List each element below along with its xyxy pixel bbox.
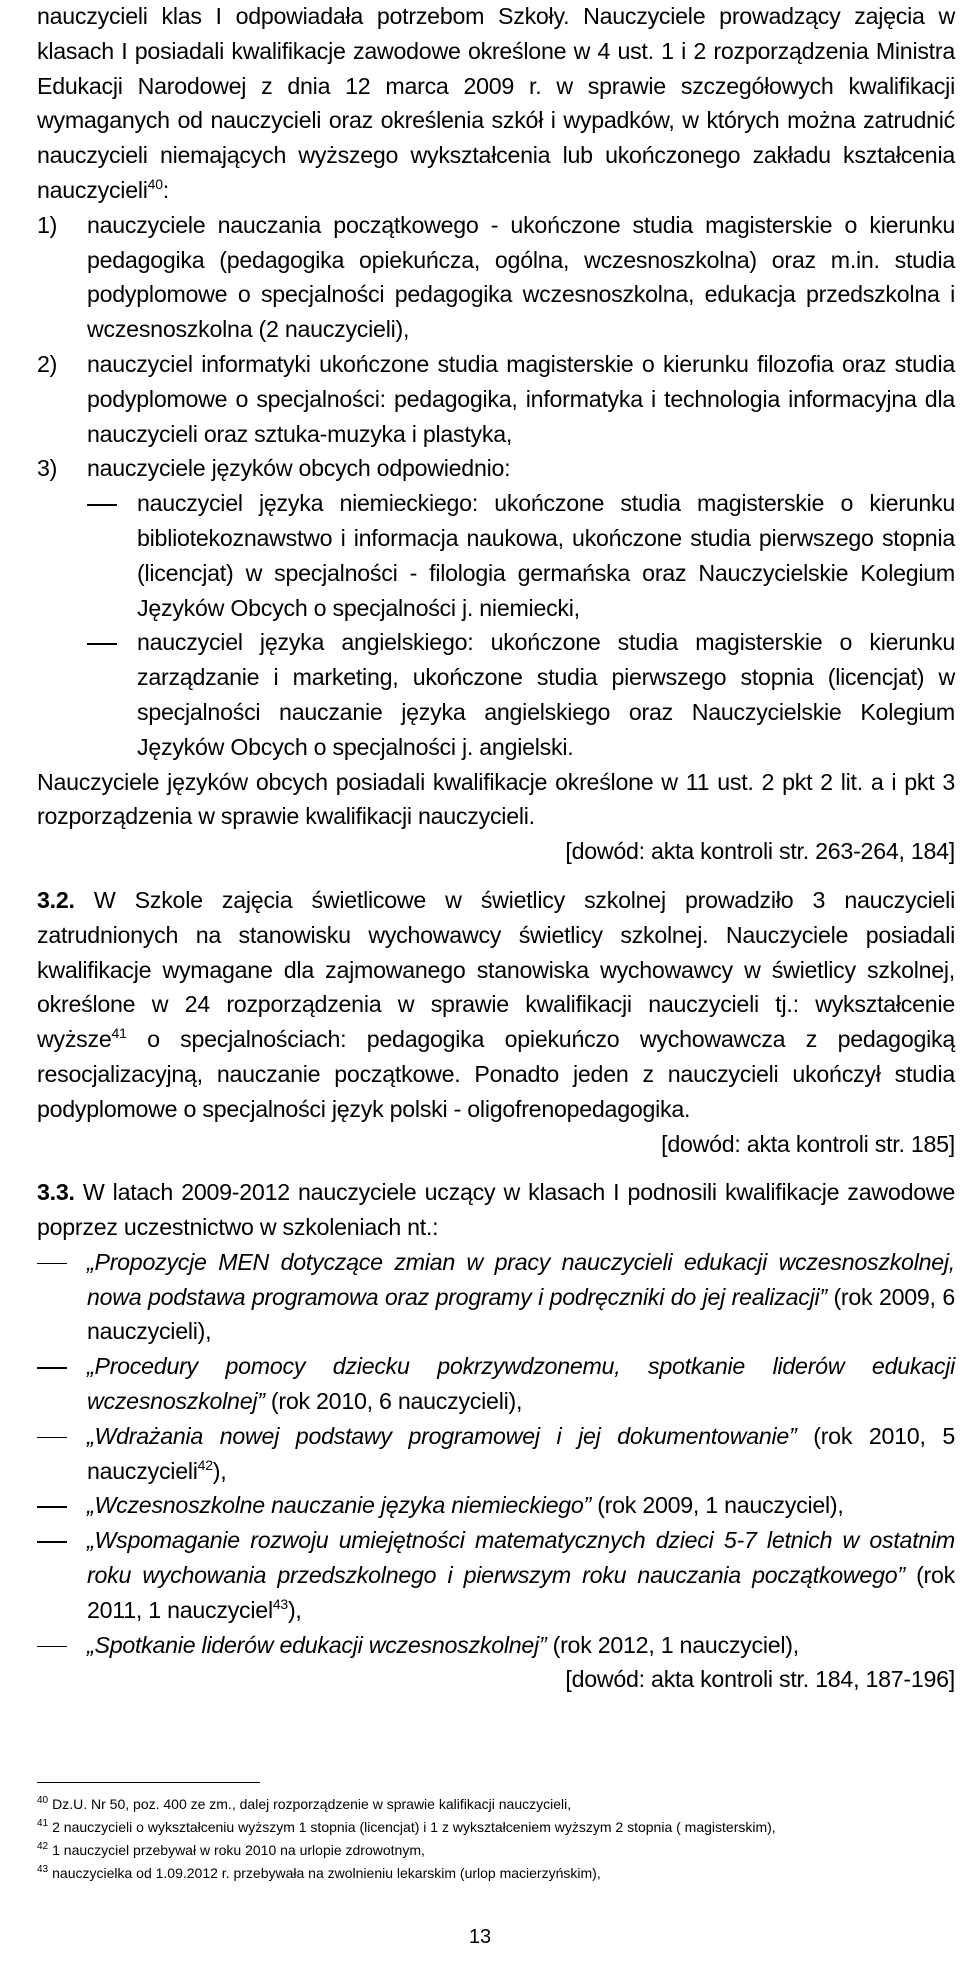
- dash-bullet-icon: [37, 1245, 87, 1349]
- training-details: (rok 2009, 6 nauczycieli),: [87, 1283, 955, 1345]
- list-item-number: 1): [37, 211, 58, 238]
- list-item: [37, 451, 955, 486]
- footnote-number: 40: [37, 1795, 49, 1806]
- footnote: [37, 1794, 955, 1815]
- language-teachers-sublist: [87, 486, 955, 764]
- training-item-text: [87, 1349, 955, 1419]
- paragraph-intro: [37, 0, 955, 208]
- training-item-text: [87, 1628, 955, 1663]
- training-item: [37, 1488, 955, 1523]
- sublist-item: [87, 486, 955, 625]
- training-item: [37, 1349, 955, 1419]
- training-details: (rok 2010, 6 nauczycieli),: [264, 1388, 523, 1415]
- footnote-text: 2 nauczycieli o wykształceniu wyższym 1 stopnia (licencjat) i 1 z wykształceniem wyższym 2 stopnia ( magisterskim),: [52, 1819, 776, 1836]
- training-title: „Wspomaganie rozwoju umiejętności matematycznych dzieci 5-7 letnich w ostatnim roku wychowania przedszkolnego i pierwszym roku nauczania początkowego”: [87, 1527, 955, 1589]
- evidence-reference: [dowód: akta kontroli str. 263-264, 184]: [565, 838, 955, 865]
- training-item: [37, 1523, 955, 1627]
- training-details-tail: ),: [212, 1457, 227, 1484]
- training-title: „Propozycje MEN dotyczące zmian w pracy nauczycieli edukacji wczesnoszkolnej, nowa podstawa programowa oraz programy i podręczniki do jej realizacji”: [87, 1248, 955, 1310]
- dash-bullet-icon: [37, 1523, 87, 1627]
- section-text: W latach 2009-2012 nauczyciele uczący w klasach I podnosili kwalifikacje zawodowe poprzez uczestnictwo w szkoleniach nt.:: [37, 1179, 955, 1241]
- dash-bullet-icon: [37, 1628, 87, 1663]
- list-item: [37, 208, 955, 347]
- page-number: 13: [468, 1926, 492, 1948]
- dash-bullet-icon: [87, 625, 137, 764]
- section-text-continued: o specjalnościach: pedagogika opiekuńczo wychowawcza z pedagogiką resocjalizacyjną, nauczanie początkowe. Ponadto jeden z nauczycieli ukończył studia podyplomowe o specjalności język polski - oligofrenopedagogika.: [37, 1026, 955, 1122]
- training-details: (rok 2009, 1 nauczyciel),: [591, 1492, 844, 1519]
- training-item-text: [87, 1419, 955, 1489]
- training-item: [37, 1628, 955, 1663]
- footnote-separator: [37, 1782, 260, 1783]
- footnote-number: 43: [37, 1864, 49, 1876]
- paragraph-intro-tail: :: [162, 176, 169, 203]
- list-item-number: 2): [37, 350, 58, 377]
- section-text: W Szkole zajęcia świetlicowe w świetlicy szkolnej prowadziło 3 nauczycieli zatrudnionych na stanowisku wychowawcy świetlicy szkolnej. Nauczyciele posiadali kwalifikacje wymagane dla zajmowanego stanowiska wychowawcy w świetlicy szkolnej, określone w 24 rozporządzenia w sprawie kwalifikacji nauczycieli tj.: wykształcenie wyższe: [37, 886, 955, 1053]
- training-item-text: [87, 1488, 955, 1523]
- footnote-ref-43[interactable]: 43: [272, 1595, 288, 1612]
- sublist-item: [87, 625, 955, 764]
- footnote-number: 42: [37, 1841, 49, 1853]
- footnote: [37, 1863, 955, 1884]
- training-item: [37, 1245, 955, 1349]
- dash-bullet-icon: [37, 1349, 87, 1419]
- footnote-text: nauczycielka od 1.09.2012 r. przebywała na zwolnieniu lekarskim (urlop macierzyńskim),: [52, 1865, 601, 1882]
- dash-bullet-icon: [37, 1419, 87, 1489]
- section-number: 3.3.: [37, 1179, 75, 1206]
- footnotes: [37, 1794, 955, 1886]
- section-number: 3.2.: [37, 886, 75, 913]
- training-title: „Procedury pomocy dziecku pokrzywdzonemu, spotkanie liderów edukacji wczesnoszkolnej”: [87, 1353, 955, 1415]
- sublist-item-text: nauczyciel języka angielskiego: ukończone studia magisterskie o kierunku zarządzanie i marketing, ukończone studia pierwszego stopnia (licencjat) w specjalności nauczanie języka angielskiego oraz Nauczycielskie Kolegium Języków Obcych o specjalności j. angielski.: [137, 629, 955, 760]
- list-item-text: nauczyciele nauczania początkowego - ukończone studia magisterskie o kierunku pedagogika (pedagogika opiekuńcza, ogólna, wczesnoszkolna) oraz m.in. studia podyplomowe o specjalności pedagogika wczesnoszkolna, edukacja przedszkolna i wczesnoszkolna (2 nauczycieli),: [87, 211, 955, 343]
- list-item-text: nauczyciele języków obcych odpowiednio:: [87, 455, 511, 482]
- dash-bullet-icon: [37, 1488, 87, 1523]
- main-text: [37, 0, 955, 1697]
- evidence-reference: [dowód: akta kontroli str. 184, 187-196]: [565, 1666, 955, 1693]
- footnote-ref-41[interactable]: 41: [111, 1025, 127, 1042]
- trainings-list: [37, 1245, 955, 1663]
- training-title: „Wczesnoszkolne nauczanie języka niemieckiego”: [87, 1492, 592, 1519]
- list-item-number: 3): [37, 455, 58, 482]
- section-3-2: [37, 883, 955, 1127]
- section-3-3: [37, 1175, 955, 1245]
- footnote-ref-42[interactable]: 42: [197, 1456, 213, 1473]
- sublist-item-text: nauczyciel języka niemieckiego: ukończone studia magisterskie o kierunku bibliotekoznawstwo i informacja naukowa, ukończone studia pierwszego stopnia (licencjat) w specjalności - filologia germańska oraz Nauczycielskie Kolegium Języków Obcych o specjalności j. niemiecki,: [137, 490, 955, 621]
- footnote-text: Dz.U. Nr 50, poz. 400 ze zm., dalej rozporządzenie w sprawie kalifikacji nauczycieli,: [52, 1796, 572, 1812]
- training-item-text: [87, 1245, 955, 1349]
- list-item: [37, 347, 955, 451]
- training-details-tail: ),: [287, 1596, 302, 1623]
- evidence-reference: [dowód: akta kontroli str. 185]: [661, 1130, 955, 1157]
- footnote: [37, 1840, 955, 1861]
- list-item-text: nauczyciel informatyki ukończone studia magisterskie o kierunku filozofia oraz studia podyplomowe o specjalności: pedagogika, informatyka i technologia informacyjna dla nauczycieli oraz sztuka-muzyka i plastyka,: [87, 350, 955, 447]
- footnote-number: 41: [37, 1818, 49, 1830]
- training-details: (rok 2011, 1 nauczyciel: [87, 1562, 955, 1623]
- qualifications-list: [37, 208, 955, 765]
- footnote-text: 1 nauczyciel przebywał w roku 2010 na urlopie zdrowotnym,: [52, 1842, 425, 1859]
- training-details: (rok 2010, 5 nauczycieli: [87, 1422, 955, 1484]
- paragraph-language-qualifications: Nauczyciele języków obcych posiadali kwalifikacje określone w 11 ust. 2 pkt 2 lit. a i pkt 3 rozporządzenia w sprawie kwalifikacji nauczycieli.: [37, 768, 955, 830]
- training-title: „Wdrażania nowej podstawy programowej i jej dokumentowanie”: [87, 1422, 797, 1449]
- dash-bullet-icon: [87, 486, 137, 625]
- footnote: [37, 1817, 955, 1838]
- training-title: „Spotkanie liderów edukacji wczesnoszkolnej”: [87, 1631, 547, 1658]
- training-details: (rok 2012, 1 nauczyciel),: [546, 1631, 799, 1658]
- footnote-ref-40[interactable]: 40: [147, 175, 163, 192]
- paragraph-intro-text: nauczycieli klas I odpowiadała potrzebom Szkoły. Nauczyciele prowadzący zajęcia w klasach I posiadali kwalifikacje zawodowe określone w 4 ust. 1 i 2 rozporządzenia Ministra Edukacji Narodowej z dnia 12 marca 2009 r. w sprawie szczegółowych kwalifikacji wymaganych od nauczycieli oraz określenia szkół i wypadków, w których można zatrudnić nauczycieli niemających wyższego wykształcenia lub ukończonego zakładu kształcenia nauczycieli: [37, 3, 955, 203]
- training-item: [37, 1419, 955, 1489]
- training-item-text: [87, 1523, 955, 1627]
